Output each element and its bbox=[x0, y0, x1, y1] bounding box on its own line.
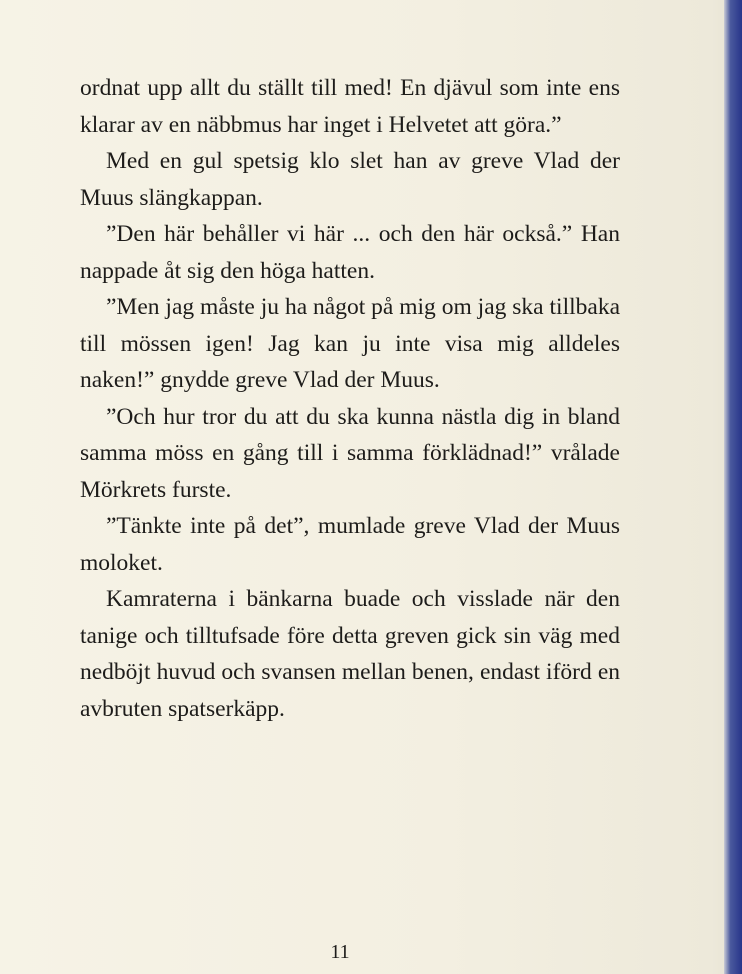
paragraph-3: ”Den här behåller vi här ... och den här också.” Han nappade åt sig den höga hatten. bbox=[80, 221, 620, 284]
paragraph-6: ”Tänkte inte på det”, mumlade greve Vlad der Muus moloket. bbox=[80, 513, 620, 576]
paragraph-5: ”Och hur tror du att du ska kunna nästla dig in bland samma möss en gång till i samma förklädnad!” vrålade Mörkrets furste. bbox=[80, 403, 620, 503]
paragraph-1: ordnat upp allt du ställt till med! En djävul som inte ens klarar av en näbbmus har inget i Helvetet att göra.” bbox=[80, 75, 620, 138]
cover-edge bbox=[724, 0, 742, 974]
paragraph-2: Med en gul spetsig klo slet han av greve Vlad der Muus slängkappan. bbox=[80, 148, 620, 211]
paragraph-4: ”Men jag måste ju ha något på mig om jag ska tillbaka till mössen igen! Jag kan ju inte visa mig alldeles naken!” gnydde greve Vlad der Muus. bbox=[80, 294, 620, 393]
paragraph-7: Kamraterna i bänkarna buade och visslade när den tanige och tilltufsade före detta greven gick sin väg med nedböjt huvud och svansen mellan benen, endast iförd en avbruten spatserkäpp. bbox=[80, 586, 620, 722]
page-number: 11 bbox=[330, 941, 350, 963]
body-text bbox=[80, 70, 620, 727]
